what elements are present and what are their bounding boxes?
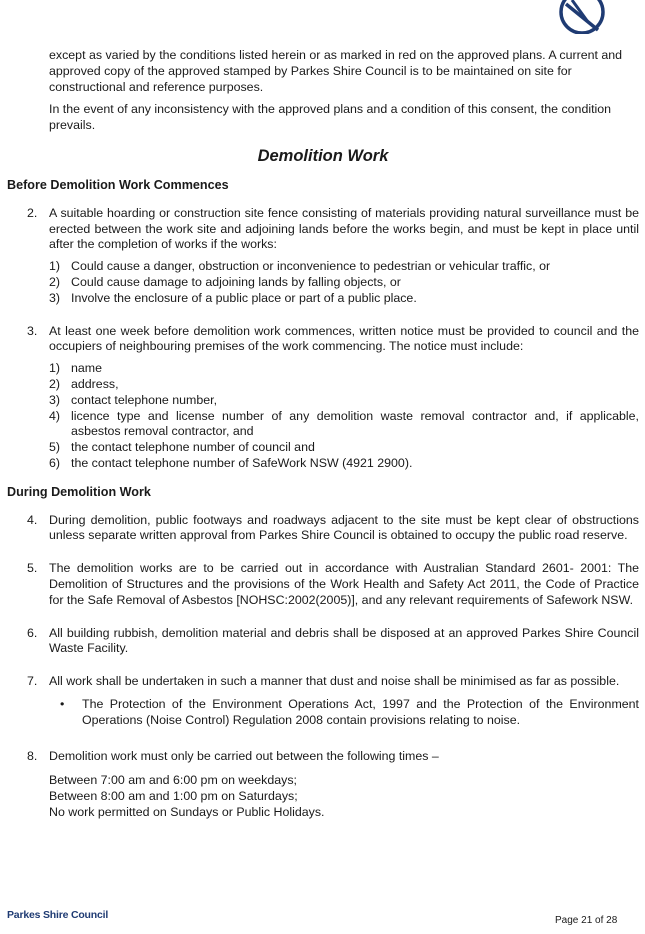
condition-number: 6.: [27, 625, 38, 640]
permitted-times: [49, 773, 639, 820]
list-item-text: licence type and license number of any demolition waste removal contractor and, if applicable, asbestos removal contractor, and: [71, 408, 639, 439]
condition-8: [7, 749, 639, 821]
document-body: [7, 48, 639, 821]
condition-3-sublist: [49, 361, 639, 472]
list-item-text: the contact telephone number of council and: [71, 440, 315, 455]
list-item-number: 2): [49, 376, 61, 391]
heading-during-demolition: During Demolition Work: [7, 484, 151, 499]
page-number: Page 21 of 28: [555, 915, 618, 926]
list-item-number: 4): [49, 408, 61, 423]
list-item: [49, 440, 639, 456]
list-item: [49, 377, 639, 393]
time-line: Between 8:00 am and 1:00 pm on Saturdays;: [49, 789, 298, 804]
condition-number: 4.: [27, 512, 38, 527]
bullet-text: The Protection of the Environment Operations Act, 1997 and the Protection of the Environment Operations (Noise Control) Regulation 2008 contain provisions relating to noise.: [82, 696, 639, 727]
list-item-number: 3): [49, 290, 61, 305]
intro-block: [49, 48, 639, 134]
list-item-number: 2): [49, 274, 61, 289]
list-item-number: 5): [49, 440, 61, 455]
condition-number: 5.: [27, 561, 38, 576]
list-item-text: the contact telephone number of SafeWork NSW (4921 2900).: [71, 455, 413, 470]
list-item-text: name: [71, 361, 102, 376]
list-item: [49, 361, 639, 377]
list-item-text: contact telephone number,: [71, 392, 218, 407]
condition-text: At least one week before demolition work commences, written notice must be provided to council and the occupiers of neighbouring premises of the work commencing. The notice must include:: [49, 323, 639, 354]
condition-number: 8.: [27, 748, 38, 763]
list-item: [49, 393, 639, 409]
list-item: [49, 259, 639, 275]
condition-6: [7, 626, 639, 658]
time-line: No work permitted on Sundays or Public Holidays.: [49, 804, 325, 819]
list-item-number: 6): [49, 455, 61, 470]
condition-4: [7, 513, 639, 545]
bullet-icon: •: [60, 696, 65, 711]
council-logo-icon: [558, 0, 606, 36]
list-item-text: Could cause a danger, obstruction or inconvenience to pedestrian or vehicular traffic, or: [71, 259, 551, 274]
time-line: Between 7:00 am and 6:00 pm on weekdays;: [49, 773, 297, 788]
section-title: Demolition Work: [257, 146, 389, 165]
list-item-text: address,: [71, 376, 119, 391]
intro-paragraph-2: In the event of any inconsistency with the approved plans and a condition of this consent, the condition prevails.: [49, 102, 612, 133]
condition-text: A suitable hoarding or construction site fence consisting of materials providing natural surveillance must be erected between the work site and adjoining lands before the works begin, and must be kept in place until after the completion of works if the works:: [49, 205, 639, 252]
list-item-number: 1): [49, 259, 61, 274]
intro-paragraph-1: except as varied by the conditions listed herein or as marked in red on the approved plans. A current and approved copy of the approved stamped by Parkes Shire Council is to be maintained on site for constructional and reference purposes.: [49, 48, 623, 94]
condition-3: [7, 324, 639, 472]
condition-number: 3.: [27, 323, 38, 338]
heading-before-demolition: Before Demolition Work Commences: [7, 177, 229, 192]
list-item: [49, 275, 639, 291]
condition-text: The demolition works are to be carried out in accordance with Australian Standard 2601- 2001: The Demolition of Structures and the provisions of the Work Health and Safety Act 2011, the Code of Practice for the Safe Removal of Asbestos [NOHSC:2002(2005)], and any relevant requirements of Safework NSW.: [49, 561, 639, 607]
condition-2: [7, 206, 639, 307]
list-item: [49, 291, 639, 307]
list-item-number: 1): [49, 361, 61, 376]
list-item-number: 3): [49, 392, 61, 407]
condition-text: All building rubbish, demolition material and debris shall be disposed at an approved Parkes Shire Council Waste Facility.: [49, 625, 639, 656]
condition-text: All work shall be undertaken in such a manner that dust and noise shall be minimised as far as possible.: [49, 674, 620, 689]
bullet-item: [49, 697, 639, 729]
list-item-text: Could cause damage to adjoining lands by falling objects, or: [71, 274, 401, 289]
condition-2-sublist: [49, 259, 639, 306]
condition-number: 7.: [27, 674, 38, 689]
condition-text: During demolition, public footways and roadways adjacent to the site must be kept clear of obstructions unless separate written approval from Parkes Shire Council is obtained to occupy the public road reserve.: [49, 512, 639, 543]
list-item: [49, 409, 639, 441]
list-item: [49, 456, 639, 472]
condition-text: Demolition work must only be carried out between the following times –: [49, 748, 439, 763]
condition-number: 2.: [27, 205, 38, 220]
condition-5: [7, 561, 639, 608]
list-item-text: Involve the enclosure of a public place or part of a public place.: [71, 290, 417, 305]
condition-7: [7, 674, 639, 728]
footer-organisation: Parkes Shire Council: [7, 909, 109, 921]
